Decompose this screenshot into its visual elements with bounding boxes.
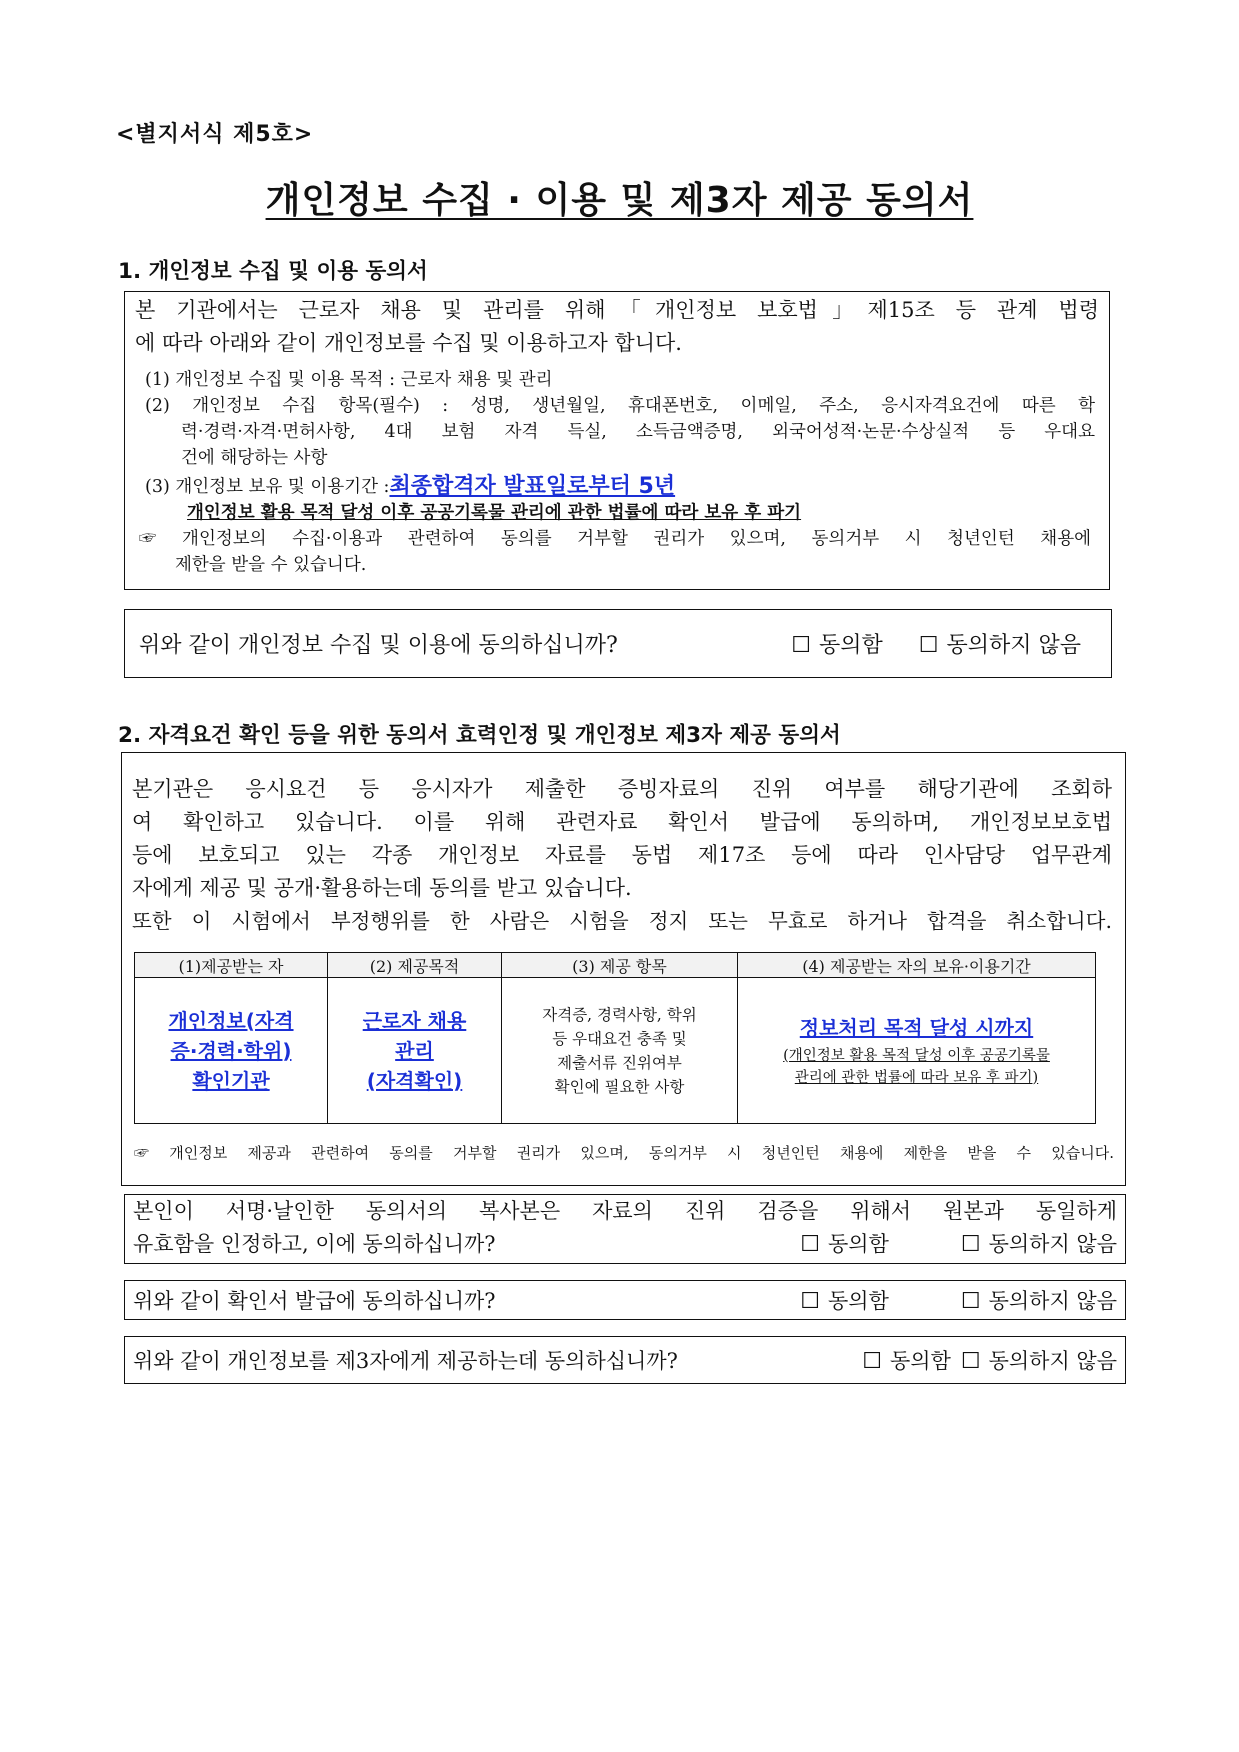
consent-third-party-agree[interactable] — [862, 1345, 951, 1375]
section2-notice: ☞ 개인정보 제공과 관련하여 동의를 거부할 권리가 있으며, 동의거부 시 청년인턴 채용에 제한을 받을 수 있습니다. — [134, 1144, 1114, 1162]
purpose-line3: (자격확인) — [366, 1068, 463, 1093]
consent-certificate-options — [800, 1285, 1117, 1315]
section1-notice-line2: 제한을 받을 수 있습니다. — [175, 555, 367, 575]
checkbox-icon[interactable]: ☐ — [862, 1349, 882, 1374]
section1-period-label: (3) 개인정보 보유 및 이용기간 : — [145, 477, 390, 497]
checkbox-icon[interactable]: ☐ — [800, 1232, 820, 1257]
items-line2: 등 우대요건 충족 및 — [552, 1029, 687, 1048]
consent-collection-row — [124, 609, 1112, 678]
section1-period-value: 최종합격자 발표일로부터 5년 — [389, 474, 676, 499]
consent-collection-question: 위와 같이 개인정보 수집 및 이용에 동의하십니까? — [139, 633, 618, 658]
consent-copy-disagree[interactable] — [961, 1228, 1117, 1261]
agree-label: 동의함 — [828, 1232, 889, 1256]
cell-items — [502, 978, 738, 1124]
consent-copy-line2-wrap — [133, 1228, 1117, 1261]
consent-certificate-question: 위와 같이 확인서 발급에 동의하십니까? — [133, 1289, 496, 1313]
consent-copy-question: 유효함을 인정하고, 이에 동의하십니까? — [133, 1232, 496, 1256]
consent-certificate-row — [124, 1280, 1126, 1320]
section2-para-line4: 자에게 제공 및 공개·활용하는데 동의를 받고 있습니다. — [132, 876, 632, 900]
section2-heading: 2. 자격요건 확인 등을 위한 동의서 효력인정 및 개인정보 제3자 제공 동의서 — [118, 723, 841, 748]
section1-item-period — [145, 471, 1095, 500]
header-purpose: (2) 제공목적 — [328, 953, 502, 978]
consent-copy-options — [800, 1228, 1117, 1261]
items-line3: 제출서류 진위여부 — [557, 1053, 682, 1072]
agree-label: 동의함 — [890, 1349, 951, 1373]
section2-para-line2: 여 확인하고 있습니다. 이를 위해 관련자료 확인서 발급에 동의하며, 개인정보보호법 — [132, 810, 1112, 834]
cell-period — [738, 978, 1096, 1124]
purpose-line2: 관리 — [395, 1038, 434, 1063]
title-text: 개인정보 수집 · 이용 및 제3자 제공 동의서 — [265, 180, 974, 221]
period-note-line1: (개인정보 활용 목적 달성 이후 공공기록물 — [783, 1047, 1050, 1064]
consent-third-party-row — [124, 1336, 1126, 1384]
provision-table — [134, 952, 1096, 1124]
agree-label: 동의함 — [828, 1289, 889, 1313]
section1-intro-line1: 본 기관에서는 근로자 채용 및 관리를 위해「개인정보 보호법」제15조 등 관계 법령 — [135, 298, 1099, 322]
section1-item-fields-line2: 력·경력·자격·면허사항, 4대 보험 자격 득실, 소득금액증명, 외국어성적·논문·수상실적 등 우대요 — [181, 422, 1095, 442]
checkbox-icon[interactable]: ☐ — [918, 633, 939, 658]
section1-period-note: 개인정보 활용 목적 달성 이후 공공기록물 관리에 관한 법률에 따라 보유 후 파기 — [187, 503, 802, 523]
consent-collection-agree[interactable] — [791, 628, 883, 659]
purpose-line1: 근로자 채용 — [362, 1008, 467, 1033]
checkbox-icon[interactable]: ☐ — [960, 1349, 981, 1374]
recipient-line1: 개인정보(자격 — [168, 1008, 294, 1033]
disagree-label: 동의하지 않음 — [988, 1232, 1117, 1256]
agree-label: 동의함 — [818, 633, 883, 658]
provision-table-row — [135, 978, 1096, 1124]
consent-certificate-agree[interactable] — [800, 1285, 889, 1315]
consent-copy-row — [124, 1194, 1126, 1264]
section1-notice-line1: ☞ 개인정보의 수집·이용과 관련하여 동의를 거부할 권리가 있으며, 동의거부 시 청년인턴 채용에 — [139, 529, 1091, 549]
disagree-label: 동의하지 않음 — [988, 1289, 1117, 1313]
header-items: (3) 제공 항목 — [502, 953, 738, 978]
provision-table-header — [135, 953, 1096, 978]
checkbox-icon[interactable]: ☐ — [960, 1232, 981, 1257]
checkbox-icon[interactable]: ☐ — [960, 1289, 981, 1314]
section1-info-box — [124, 291, 1110, 590]
items-line4: 확인에 필요한 사항 — [554, 1077, 685, 1096]
page-title — [0, 172, 1239, 223]
section2-info-box — [121, 752, 1126, 1186]
header-period: (4) 제공받는 자의 보유·이용기간 — [738, 953, 1096, 978]
items-line1: 자격증, 경력사항, 학위 — [542, 1005, 697, 1024]
period-main: 정보처리 목적 달성 시까지 — [799, 1015, 1034, 1040]
section1-item-fields-line1: (2) 개인정보 수집 항목(필수) : 성명, 생년월일, 휴대폰번호, 이메일, 주소, 응시자격요건에 따른 학 — [145, 396, 1095, 416]
consent-copy-agree[interactable] — [800, 1228, 889, 1261]
recipient-line2: 증·경력·학위) — [170, 1038, 292, 1063]
section1-intro-line2: 에 따라 아래와 같이 개인정보를 수집 및 이용하고자 합니다. — [135, 331, 682, 355]
disagree-label: 동의하지 않음 — [946, 633, 1081, 658]
section1-item-purpose: (1) 개인정보 수집 및 이용 목적 : 근로자 채용 및 관리 — [145, 370, 553, 390]
consent-copy-line1: 본인이 서명·날인한 동의서의 복사본은 자료의 진위 검증을 위해서 원본과 동일하게 — [133, 1199, 1117, 1223]
recipient-line3: 확인기관 — [192, 1068, 270, 1093]
period-note-line2: 관리에 관한 법률에 따라 보유 후 파기) — [794, 1069, 1039, 1086]
consent-third-party-question: 위와 같이 개인정보를 제3자에게 제공하는데 동의하십니까? — [133, 1349, 678, 1373]
section1-item-fields-line3: 건에 해당하는 사항 — [181, 448, 328, 468]
section2-para-line3: 등에 보호되고 있는 각종 개인정보 자료를 동법 제17조 등에 따라 인사담당 업무관계 — [132, 843, 1112, 867]
consent-third-party-disagree[interactable] — [961, 1345, 1117, 1375]
cell-purpose — [328, 978, 502, 1124]
section2-para-line1: 본기관은 응시요건 등 응시자가 제출한 증빙자료의 진위 여부를 해당기관에 조회하 — [132, 777, 1112, 801]
consent-third-party-options — [862, 1345, 1117, 1375]
section1-heading: 1. 개인정보 수집 및 이용 동의서 — [118, 259, 428, 284]
checkbox-icon[interactable]: ☐ — [800, 1289, 820, 1314]
disagree-label: 동의하지 않음 — [988, 1349, 1117, 1373]
header-recipient: (1)제공받는 자 — [135, 953, 328, 978]
checkbox-icon[interactable]: ☐ — [791, 633, 811, 658]
consent-collection-options — [791, 628, 1081, 659]
form-number: <별지서식 제5호> — [116, 122, 314, 147]
consent-collection-disagree[interactable] — [919, 628, 1081, 659]
cell-recipient — [135, 978, 328, 1124]
section2-para-line5: 또한 이 시험에서 부정행위를 한 사람은 시험을 정지 또는 무효로 하거나 합격을 취소합니다. — [132, 909, 1112, 933]
consent-certificate-disagree[interactable] — [961, 1285, 1117, 1315]
